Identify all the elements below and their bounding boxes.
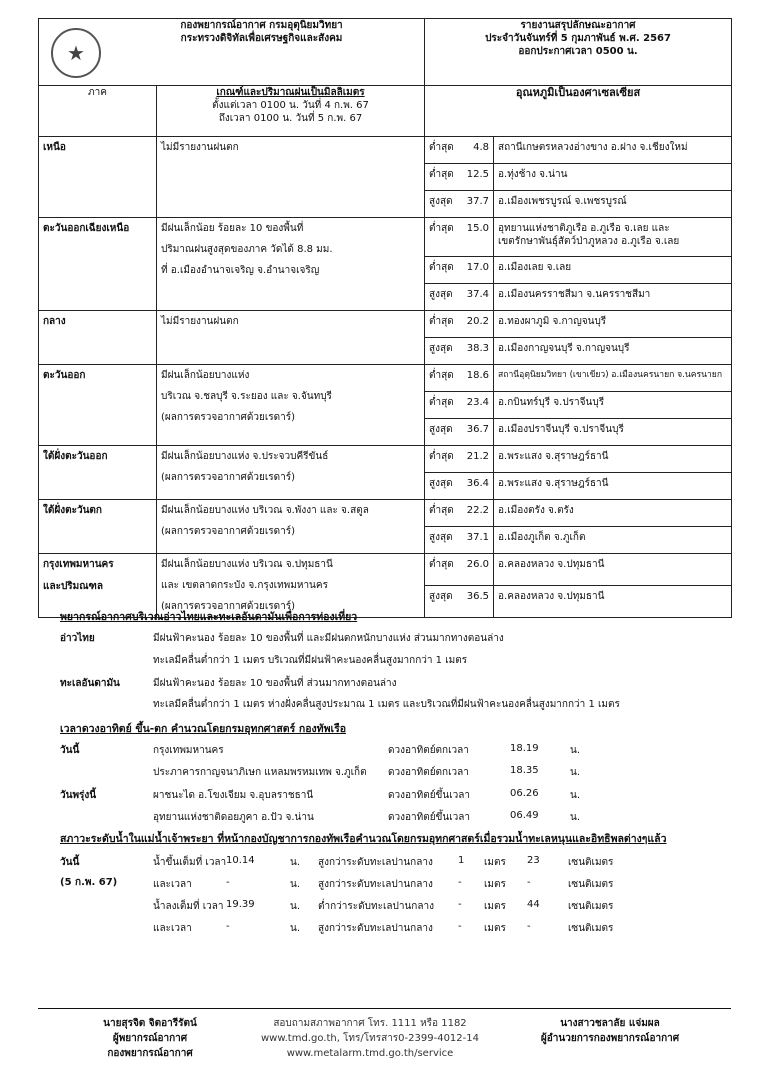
tide-meter-unit: เมตร bbox=[484, 879, 506, 890]
tide-unit: น. bbox=[290, 923, 301, 934]
region-rain: มีฝนเล็กน้อย ร้อยละ 10 ของพื้นที่ ปริมาณฝนสูงสุดของภาค วัดได้ 8.8 มม. ที่ อ.เมืองอำนาจเจริญ จ.อำนาจเจริญ bbox=[157, 218, 425, 311]
sun-place: ผาชนะได อ.โขงเจียม จ.อุบลราชธานี bbox=[153, 790, 314, 801]
tide-reference: สูงกว่าระดับทะเลปานกลาง bbox=[318, 923, 433, 934]
tide-cm-unit: เซนติเมตร bbox=[568, 901, 614, 912]
region-rain: ไม่มีรายงานฝนตก bbox=[157, 311, 425, 365]
sun-event: ดวงอาทิตย์ตกเวลา bbox=[388, 767, 469, 778]
tide-title: สภาวะระดับน้ำในแม่น้ำเจ้าพระยา ที่หน้ากองบัญชาการกองทัพเรือคำนวณโดยกรมอุทกศาสตร์เมื่อรวมน้ำทะเลหนุนและอิทธิพลต่างๆแล้ว bbox=[60, 833, 667, 845]
header-right bbox=[425, 19, 732, 86]
temp-station: อ.คลองหลวง จ.ปทุมธานี bbox=[494, 586, 732, 618]
temp-value: 26.0 bbox=[462, 554, 494, 586]
region-name: ใต้ฝั่งตะวันตก bbox=[39, 500, 157, 554]
sun-event: ดวงอาทิตย์ขึ้นเวลา bbox=[388, 790, 471, 801]
sun-unit: น. bbox=[570, 767, 581, 778]
region-row bbox=[39, 500, 732, 527]
director-role: ผู้อำนวยการกองพยากรณ์อากาศ bbox=[540, 1033, 680, 1044]
sun-time: 06.49 bbox=[510, 810, 539, 821]
sun-unit: น. bbox=[570, 812, 581, 823]
tide-cm-unit: เซนติเมตร bbox=[568, 879, 614, 890]
temp-kind: ต่ำสุด bbox=[425, 365, 462, 392]
tide-event: น้ำลงเต็มที่ เวลา bbox=[153, 901, 224, 912]
rain-col-header: เกณฑ์และปริมาณฝนเป็นมิลลิเมตร ตั้งแต่เวลา 0100 น. วันที่ 4 ก.พ. 67 ถึงเวลา 0100 น. วันที่ 5 ก.พ. 67 bbox=[157, 86, 425, 137]
temp-station: อุทยานแห่งชาติภูเรือ อ.ภูเรือ จ.เลย และ เขตรักษาพันธุ์สัตว์ป่าภูหลวง อ.ภูเรือ จ.เลย bbox=[494, 218, 732, 257]
forecaster-role: ผู้พยากรณ์อากาศ bbox=[112, 1033, 188, 1044]
region-rain: ไม่มีรายงานฝนตก bbox=[157, 137, 425, 218]
tide-unit: น. bbox=[290, 879, 301, 890]
region-rain: มีฝนเล็กน้อยบางแห่ง บริเวณ จ.ชลบุรี จ.ระยอง และ จ.จันทบุรี (ผลการตรวจอากาศด้วยเรดาร์) bbox=[157, 365, 425, 446]
temp-col-header: อุณหภูมิเป็นองศาเซลเซียส bbox=[425, 86, 732, 137]
tide-time: - bbox=[226, 921, 230, 932]
temp-value: 36.4 bbox=[462, 473, 494, 500]
forecaster-office: กองพยากรณ์อากาศ bbox=[107, 1048, 193, 1059]
temp-station: สถานีเกษตรหลวงอ่างขาง อ.ฝาง จ.เชียงใหม่ bbox=[494, 137, 732, 164]
tide-event: และเวลา bbox=[153, 879, 192, 890]
region-row bbox=[39, 137, 732, 164]
temp-station: อ.กบินทร์บุรี จ.ปราจีนบุรี bbox=[494, 392, 732, 419]
temp-value: 4.8 bbox=[462, 137, 494, 164]
temp-value: 21.2 bbox=[462, 446, 494, 473]
temp-value: 18.6 bbox=[462, 365, 494, 392]
tide-time: - bbox=[226, 877, 230, 888]
sun-today-label: วันนี้ bbox=[60, 745, 80, 756]
contact-block bbox=[250, 1016, 490, 1061]
tide-cm: 44 bbox=[527, 899, 540, 910]
region-name: กลาง bbox=[39, 311, 157, 365]
sun-place: กรุงเทพมหานคร bbox=[153, 745, 224, 756]
temp-station: อ.พระแสง จ.สุราษฎร์ธานี bbox=[494, 473, 732, 500]
tide-event: น้ำขึ้นเต็มที่ เวลา bbox=[153, 857, 227, 868]
temp-value: 37.7 bbox=[462, 191, 494, 218]
andaman-line-1: มีฝนฟ้าคะนอง ร้อยละ 10 ของพื้นที่ ส่วนมากทางตอนล่าง bbox=[153, 678, 397, 689]
tide-cm: - bbox=[527, 921, 531, 932]
sun-event: ดวงอาทิตย์ตกเวลา bbox=[388, 745, 469, 756]
temp-value: 17.0 bbox=[462, 257, 494, 284]
tide-unit: น. bbox=[290, 901, 301, 912]
region-row bbox=[39, 554, 732, 586]
temp-kind: ต่ำสุด bbox=[425, 137, 462, 164]
temp-station: อ.คลองหลวง จ.ปทุมธานี bbox=[494, 554, 732, 586]
tide-meters: 1 bbox=[458, 855, 465, 866]
temp-kind: ต่ำสุด bbox=[425, 446, 462, 473]
report-date: ประจำวันจันทร์ที่ 5 กุมภาพันธ์ พ.ศ. 2567 bbox=[485, 33, 671, 44]
region-row bbox=[39, 311, 732, 338]
temp-kind: สูงสุด bbox=[425, 527, 462, 554]
footer-divider bbox=[38, 1008, 731, 1009]
region-name: ใต้ฝั่งตะวันออก bbox=[39, 446, 157, 500]
region-name: กรุงเทพมหานคร และปริมณฑล bbox=[39, 554, 157, 618]
tide-meters: - bbox=[458, 899, 462, 910]
temp-value: 23.4 bbox=[462, 392, 494, 419]
tide-date-label: (5 ก.พ. 67) bbox=[60, 877, 118, 888]
temp-kind: สูงสุด bbox=[425, 586, 462, 618]
region-rain: มีฝนเล็กน้อยบางแห่ง จ.ประจวบคีรีขันธ์ (ผลการตรวจอากาศด้วยเรดาร์) bbox=[157, 446, 425, 500]
sun-unit: น. bbox=[570, 790, 581, 801]
temp-value: 37.4 bbox=[462, 284, 494, 311]
temp-kind: ต่ำสุด bbox=[425, 218, 462, 257]
temp-kind: สูงสุด bbox=[425, 473, 462, 500]
region-row bbox=[39, 446, 732, 473]
report-title: รายงานสรุปลักษณะอากาศ bbox=[520, 20, 636, 31]
temp-value: 38.3 bbox=[462, 338, 494, 365]
tide-meters: - bbox=[458, 921, 462, 932]
temp-kind: ต่ำสุด bbox=[425, 164, 462, 191]
marine-title: พยากรณ์อากาศบริเวณอ่าวไทยและทะเลอันดามันเพื่อการท่องเที่ยว bbox=[60, 611, 358, 623]
temp-value: 15.0 bbox=[462, 218, 494, 257]
temp-station: อ.เมืองปราจีนบุรี จ.ปราจีนบุรี bbox=[494, 419, 732, 446]
sun-unit: น. bbox=[570, 745, 581, 756]
region-row bbox=[39, 365, 732, 392]
contact-website[interactable]: www.tmd.go.th, โทร/โทรสาร0-2399-4012-14 bbox=[260, 1033, 479, 1044]
sun-time: 18.19 bbox=[510, 743, 539, 754]
temp-station: อ.ทองผาภูมิ จ.กาญจนบุรี bbox=[494, 311, 732, 338]
tide-cm-unit: เซนติเมตร bbox=[568, 857, 614, 868]
department-seal-icon: ★ bbox=[51, 28, 101, 78]
sun-tomorrow-label: วันพรุ่งนี้ bbox=[60, 790, 97, 801]
temp-value: 22.2 bbox=[462, 500, 494, 527]
temp-kind: ต่ำสุด bbox=[425, 554, 462, 586]
region-name: เหนือ bbox=[39, 137, 157, 218]
temp-station: อ.เมืองกาญจนบุรี จ.กาญจนบุรี bbox=[494, 338, 732, 365]
sun-title: เวลาดวงอาทิตย์ ขึ้น-ตก คำนวณโดยกรมอุทกศาสตร์ กองทัพเรือ bbox=[60, 723, 347, 735]
issue-time: ออกประกาศเวลา 0500 น. bbox=[518, 46, 638, 57]
tide-cm: 23 bbox=[527, 855, 540, 866]
temp-kind: สูงสุด bbox=[425, 338, 462, 365]
region-col-header: ภาค bbox=[39, 86, 157, 137]
tide-unit: น. bbox=[290, 857, 301, 868]
tide-meter-unit: เมตร bbox=[484, 923, 506, 934]
region-rain: มีฝนเล็กน้อยบางแห่ง บริเวณ จ.พังงา และ จ.สตูล (ผลการตรวจอากาศด้วยเรดาร์) bbox=[157, 500, 425, 554]
sun-time: 06.26 bbox=[510, 788, 539, 799]
temp-station: อ.เมืองภูเก็ต จ.ภูเก็ต bbox=[494, 527, 732, 554]
temp-kind: สูงสุด bbox=[425, 419, 462, 446]
temp-kind: ต่ำสุด bbox=[425, 392, 462, 419]
gulf-line-2: ทะเลมีคลื่นต่ำกว่า 1 เมตร บริเวณที่มีฝนฟ้าคะนองคลื่นสูงมากกว่า 1 เมตร bbox=[153, 655, 468, 666]
temp-kind: ต่ำสุด bbox=[425, 311, 462, 338]
ministry-name: กระทรวงดิจิทัลเพื่อเศรษฐกิจและสังคม bbox=[180, 33, 343, 44]
gulf-line-1: มีฝนฟ้าคะนอง ร้อยละ 10 ของพื้นที่ และมีฝนตกหนักบางแห่ง ส่วนมากทางตอนล่าง bbox=[153, 633, 504, 644]
header-left bbox=[39, 19, 425, 86]
weather-table bbox=[38, 18, 732, 618]
forecaster-block bbox=[60, 1016, 240, 1061]
tide-meters: - bbox=[458, 877, 462, 888]
andaman-label: ทะเลอันดามัน bbox=[60, 678, 120, 689]
temp-kind: ต่ำสุด bbox=[425, 257, 462, 284]
tide-cm: - bbox=[527, 877, 531, 888]
gulf-label: อ่าวไทย bbox=[60, 633, 95, 644]
temp-value: 37.1 bbox=[462, 527, 494, 554]
org-name: กองพยากรณ์อากาศ กรมอุตุนิยมวิทยา bbox=[180, 20, 343, 31]
tide-time: 19.39 bbox=[226, 899, 255, 910]
tide-reference: สูงกว่าระดับทะเลปานกลาง bbox=[318, 879, 433, 890]
tide-event: และเวลา bbox=[153, 923, 192, 934]
temp-value: 12.5 bbox=[462, 164, 494, 191]
region-name: ตะวันออกเฉียงเหนือ bbox=[39, 218, 157, 311]
temp-kind: สูงสุด bbox=[425, 284, 462, 311]
tide-time: 10.14 bbox=[226, 855, 255, 866]
tide-reference: สูงกว่าระดับทะเลปานกลาง bbox=[318, 857, 433, 868]
andaman-line-2: ทะเลมีคลื่นต่ำกว่า 1 เมตร ห่างฝั่งคลื่นสูงประมาณ 1 เมตร และบริเวณที่มีฝนฟ้าคะนองคลื่นสูงมากกว่า 1 เมตร bbox=[153, 699, 620, 710]
tide-cm-unit: เซนติเมตร bbox=[568, 923, 614, 934]
region-name: ตะวันออก bbox=[39, 365, 157, 446]
temp-value: 36.5 bbox=[462, 586, 494, 618]
temp-station: อ.เมืองนครราชสีมา จ.นครราชสีมา bbox=[494, 284, 732, 311]
contact-phone: สอบถามสภาพอากาศ โทร. 1111 หรือ 1182 bbox=[273, 1018, 467, 1029]
temp-station: อ.เมืองเลย จ.เลย bbox=[494, 257, 732, 284]
region-rain: มีฝนเล็กน้อยบางแห่ง บริเวณ จ.ปทุมธานี และ เขตลาดกระบัง จ.กรุงเทพมหานคร (ผลการตรวจอากาศด้วยเรดาร์) bbox=[157, 554, 425, 618]
temp-value: 36.7 bbox=[462, 419, 494, 446]
temp-station: อ.ทุ่งช้าง จ.น่าน bbox=[494, 164, 732, 191]
temp-station: อ.เมืองตรัง จ.ตรัง bbox=[494, 500, 732, 527]
tide-meter-unit: เมตร bbox=[484, 857, 506, 868]
sun-event: ดวงอาทิตย์ขึ้นเวลา bbox=[388, 812, 471, 823]
director-name: นางสาวชลาลัย แจ่มผล bbox=[560, 1018, 660, 1029]
temp-kind: ต่ำสุด bbox=[425, 500, 462, 527]
contact-service-url[interactable]: www.metalarm.tmd.go.th/service bbox=[286, 1048, 454, 1059]
temp-kind: สูงสุด bbox=[425, 191, 462, 218]
region-row bbox=[39, 218, 732, 257]
temp-station: สถานีอุตุนิยมวิทยา (เขาเขียว) อ.เมืองนครนายก จ.นครนายก bbox=[494, 365, 732, 392]
temp-station: อ.เมืองเพชรบูรณ์ จ.เพชรบูรณ์ bbox=[494, 191, 732, 218]
director-block bbox=[505, 1016, 715, 1046]
sun-time: 18.35 bbox=[510, 765, 539, 776]
sun-place: ประภาคารกาญจนาภิเษก แหลมพรหมเทพ จ.ภูเก็ต bbox=[153, 767, 367, 778]
temp-value: 20.2 bbox=[462, 311, 494, 338]
temp-station: อ.พระแสง จ.สุราษฎร์ธานี bbox=[494, 446, 732, 473]
sun-place: อุทยานแห่งชาติดอยภูคา อ.ปัว จ.น่าน bbox=[153, 812, 314, 823]
forecaster-name: นายสุรจิต จิตอารีรัตน์ bbox=[103, 1018, 197, 1029]
tide-meter-unit: เมตร bbox=[484, 901, 506, 912]
tide-reference: ต่ำกว่าระดับทะเลปานกลาง bbox=[318, 901, 434, 912]
tide-day-label: วันนี้ bbox=[60, 857, 80, 868]
